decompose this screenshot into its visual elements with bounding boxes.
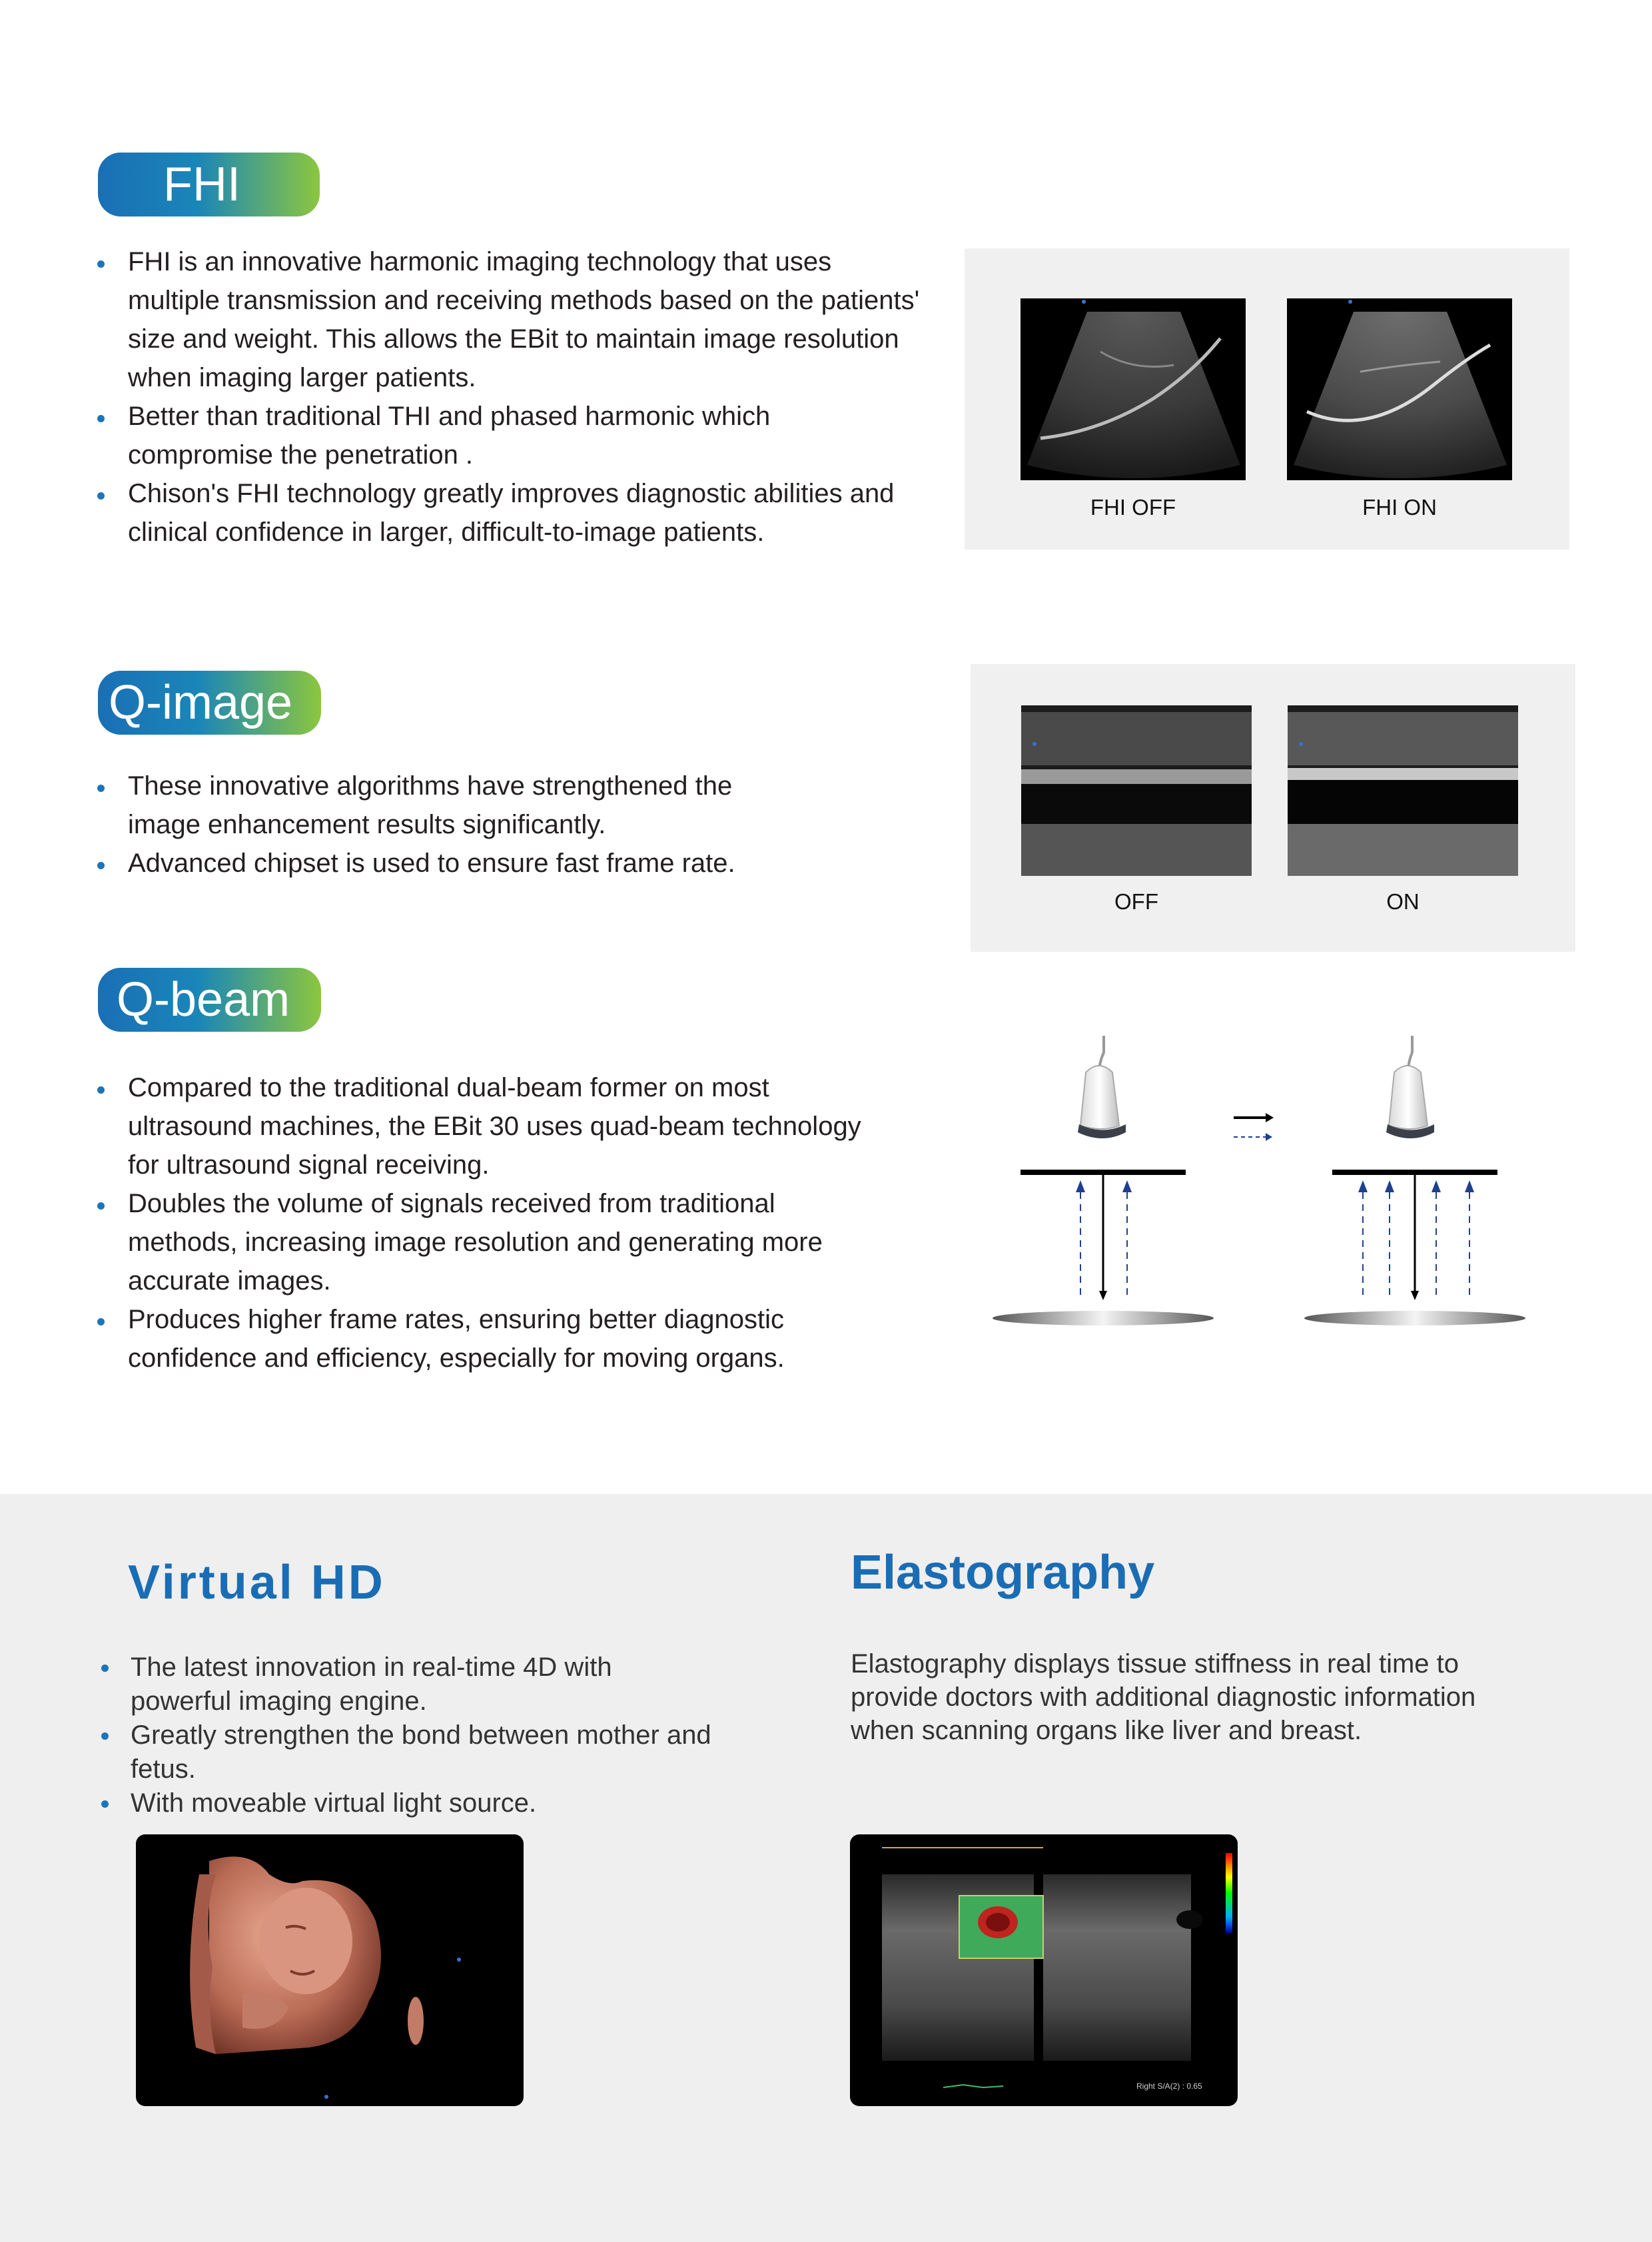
fhi-comparison-panel: [965, 248, 1569, 550]
qimage-title: Q-image: [109, 676, 293, 729]
qimage-title-pill: [98, 671, 321, 735]
probe-icon-left: [1078, 1036, 1126, 1138]
probe-icon-right: [1386, 1036, 1434, 1138]
fhi-bullet-list: [128, 242, 927, 552]
list-item: Advanced chipset is used to ensure fast frame rate.: [128, 844, 781, 883]
virtual-hd-image: [136, 1834, 524, 2106]
elastography-title: Elastography: [851, 1546, 1155, 1599]
qbeam-bullet-list: [128, 1068, 894, 1377]
list-item: These innovative algorithms have strengthened the image enhancement results significantly.: [128, 767, 781, 844]
virtual-hd-title: Virtual HD: [128, 1556, 386, 1609]
list-item: Chison's FHI technology greatly improves diagnostic abilities and clinical confidence in larger, difficult-to-image patients.: [128, 474, 927, 552]
qimage-off-caption: OFF: [1114, 889, 1158, 914]
qimage-bullet-list: [128, 767, 781, 883]
fhi-off-image: [1021, 298, 1246, 480]
list-item: With moveable virtual light source.: [131, 1786, 757, 1820]
qimage-comparison-panel: [971, 664, 1575, 952]
elastography-description: Elastography displays tissue stiffness in real time to provide doctors with additional diagnostic information when scanning organs like liver and breast.: [851, 1649, 1476, 1745]
virtual-hd-bullet-list: [131, 1651, 757, 1820]
list-item: Better than traditional THI and phased harmonic which compromise the penetration .: [128, 397, 807, 474]
qbeam-title-pill: [98, 968, 321, 1032]
list-item: The latest innovation in real-time 4D with powerful imaging engine.: [131, 1651, 663, 1718]
qimage-on-image: [1288, 705, 1518, 876]
qbeam-diagram: [986, 1032, 1545, 1339]
fhi-title: FHI: [163, 158, 240, 211]
elastography-image: [850, 1834, 1238, 2106]
list-item: Greatly strengthen the bond between mother and fetus.: [131, 1718, 757, 1786]
list-item: Compared to the traditional dual-beam former on most ultrasound machines, the EBit 30 uses quad-beam technology for ultrasound signal receiving.: [128, 1068, 894, 1184]
list-item: Doubles the volume of signals received from traditional methods, increasing image resolution and generating more accurate images.: [128, 1184, 834, 1300]
list-item: Produces higher frame rates, ensuring better diagnostic confidence and efficiency, especially for moving organs.: [128, 1300, 894, 1377]
qimage-on-caption: ON: [1386, 889, 1420, 914]
fhi-on-caption: FHI ON: [1362, 495, 1437, 520]
fhi-on-image: [1287, 298, 1512, 480]
fhi-off-caption: FHI OFF: [1090, 495, 1176, 520]
fhi-title-pill: [98, 153, 320, 216]
elastography-screen-readout: Right S/A(2) : 0.65: [1136, 2081, 1202, 2091]
qbeam-title: Q-beam: [117, 973, 290, 1026]
qimage-off-image: [1021, 705, 1252, 876]
list-item: FHI is an innovative harmonic imaging technology that uses multiple transmission and receiving methods based on the patients' size and weight. This allows the EBit to maintain image resolution when imaging larger patients.: [128, 242, 927, 397]
